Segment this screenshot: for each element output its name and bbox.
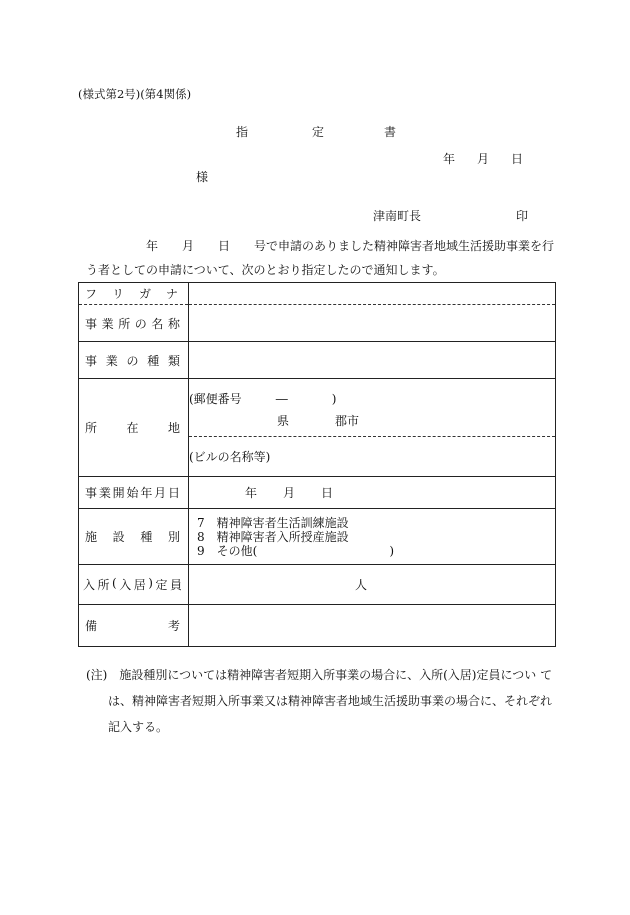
facility-option[interactable]: 8 精神障害者入所授産施設 [197,529,349,544]
title-char: 指 [236,125,249,139]
addressee: 様 [196,170,209,184]
title-char: 書 [384,125,397,139]
remarks-field[interactable] [189,605,556,647]
row-start-date [79,477,556,509]
footnote-line: は、精神障害者短期入所事業又は精神障害者地域生活援助事業の場合に、それぞれ [108,694,553,708]
start-date-field[interactable]: 年 月 日 [189,477,556,509]
form-reference: (様式第2号)(第4関係) [78,87,192,101]
row-facility-type [79,509,556,565]
document-title [236,123,396,140]
row-office-name [79,305,556,342]
facility-type-label: 施 設 種 別 [79,509,189,565]
building-name-field[interactable]: (ビルの名称等) [189,437,556,477]
footnote-line: 記入する。 [108,720,169,734]
body-paragraph [86,234,556,282]
prefecture-county-line: 県 郡市 [277,414,360,428]
office-name-label: 事 業 所 の 名 称 [79,305,189,342]
issue-date: 年 月 日 [443,152,524,166]
remarks-label: 備 考 [79,605,189,647]
seal-mark: 印 [516,209,529,223]
facility-option[interactable]: 9 その他( ) [197,543,394,558]
office-name-field[interactable] [189,305,556,342]
business-type-field[interactable] [189,342,556,379]
row-business-type [79,342,556,379]
facility-option[interactable]: 7 精神障害者生活訓練施設 [197,515,349,530]
title-char: 定 [312,125,325,139]
issuer-name: 津南町長 [373,209,422,223]
furigana-label: フ リ ガ ナ [79,283,189,305]
business-type-label: 事 業 の 種 類 [79,342,189,379]
furigana-field[interactable] [189,283,556,305]
capacity-field[interactable]: 人 [189,565,556,605]
location-label: 所 在 地 [79,379,189,477]
row-capacity [79,565,556,605]
capacity-label: 入 所 ( 入 居 ) 定 員 [79,565,189,605]
postal-code-line: (郵便番号 ― ) [189,392,337,406]
body-line: う者としての申請について、次のとおり指定したので通知します。 [86,263,445,277]
row-furigana [79,283,556,305]
designation-table [78,282,556,647]
address-field[interactable] [189,379,556,437]
footnote [86,662,552,740]
row-remarks [79,605,556,647]
footnote-line: (注) 施設種別については精神障害者短期入所事業の場合に、入所(入居)定員につい て [86,668,553,682]
facility-type-field[interactable] [189,509,556,565]
start-date-label: 事 業 開 始 年 月 日 [79,477,189,509]
row-location-address [79,379,556,437]
body-line: 年 月 日 号で申請のありました精神障害者地域生活援助事業を行 [146,239,555,253]
